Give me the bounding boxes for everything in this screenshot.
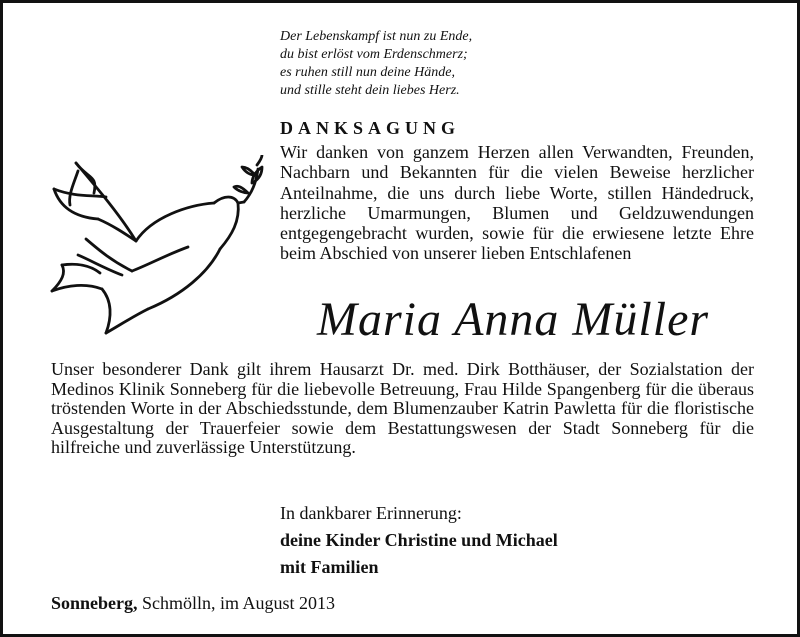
place-date xyxy=(51,593,335,614)
thanks-paragraph: Wir danken von ganzem Herzen allen Verwandten, Freunden, Nachbarn und Bekannten für die vielen Beweise herzlicher Anteilnahme, die uns durch liebe Worte, stillen Händedruck, herzliche Umarmungen, Blumen und Geldzuwendungen entgegengebracht wurden, sowie für die erwiesene letzte Ehre beim Abschied von unserer lieben Entschlafenen xyxy=(280,142,754,264)
closing xyxy=(280,500,558,581)
place-bold: Sonneberg, xyxy=(51,593,138,613)
poem-line: Der Lebenskampf ist nun zu Ende, xyxy=(280,29,473,44)
poem-line: du bist erlöst vom Erdenschmerz; xyxy=(280,47,468,62)
special-thanks-paragraph: Unser besonderer Dank gilt ihrem Hausarzt Dr. med. Dirk Botthäuser, der Sozialstation der Medinos Klinik Sonneberg für die liebevolle Betreuung, Frau Hilde Spangenberg für die überaus tröstenden Worte in der Abschiedsstunde, dem Blumenzauber Katrin Pawletta für die floristische Ausgestaltung der Trauerfeier sowie dem Bestattungswesen der Stadt Sonneberg für die hilfreiche und zuverlässige Unterstützung. xyxy=(51,359,754,458)
poem xyxy=(280,28,472,100)
poem-line: es ruhen still nun deine Hände, xyxy=(280,65,455,80)
family-signature: deine Kinder Christine und Michael xyxy=(280,530,558,550)
closing-intro: In dankbarer Erinnerung: xyxy=(280,503,462,523)
family-signature-2: mit Familien xyxy=(280,557,379,577)
poem-line: und stille steht dein liebes Herz. xyxy=(280,83,460,98)
place-date-rest: Schmölln, im August 2013 xyxy=(137,593,336,613)
heading: DANKSAGUNG xyxy=(280,118,461,138)
deceased-name: Maria Anna Müller xyxy=(316,293,710,346)
dove-with-olive-branch-icon xyxy=(48,155,264,335)
